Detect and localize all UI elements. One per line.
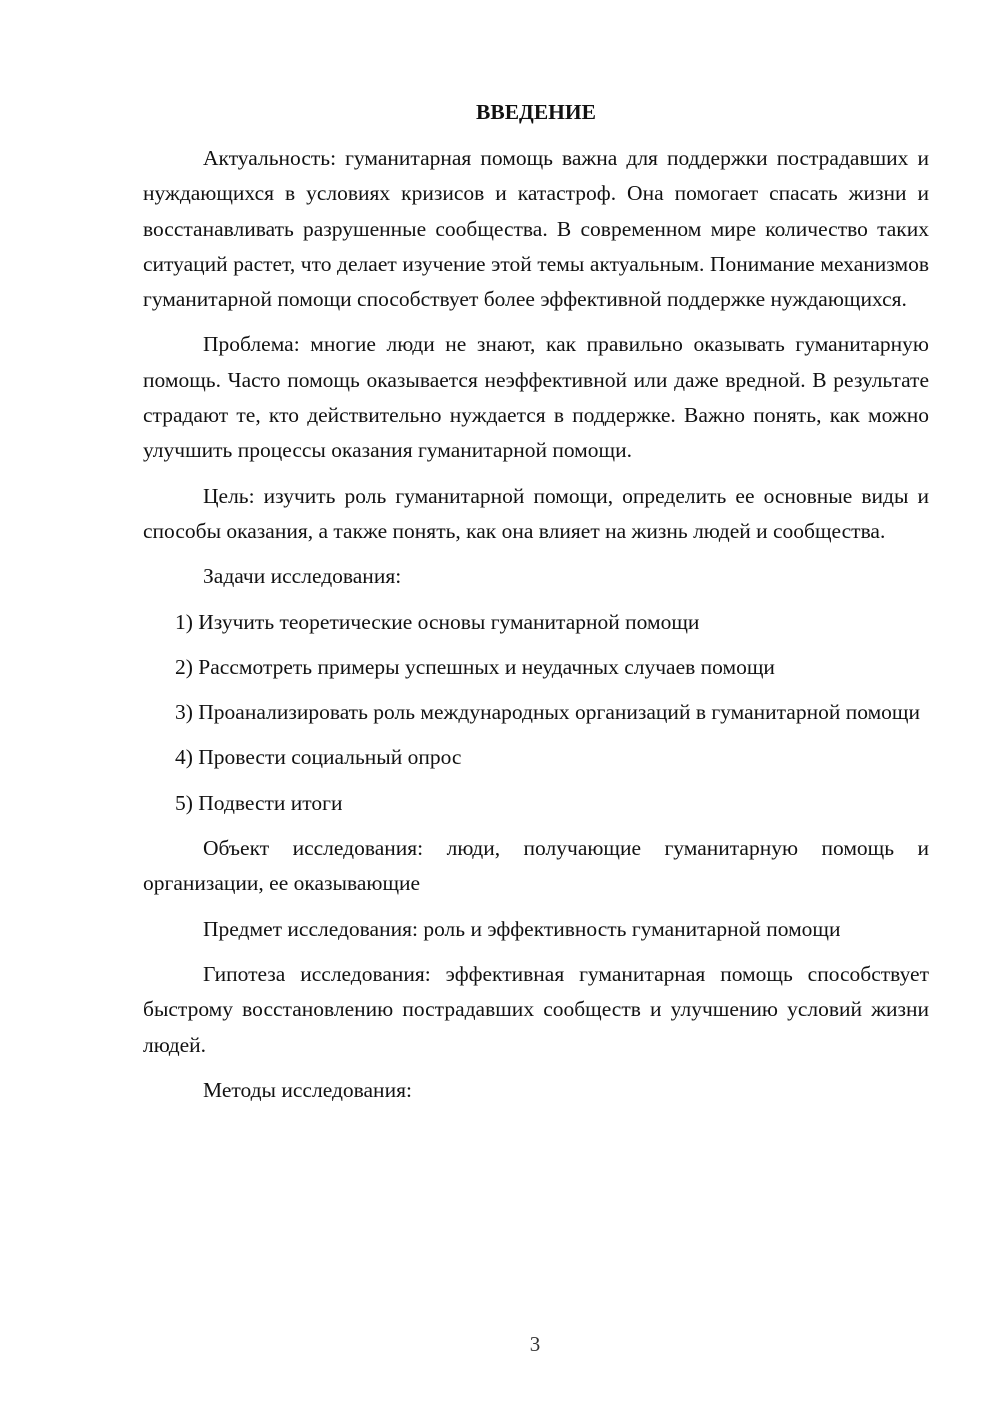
relevance-paragraph: Актуальность: гуманитарная помощь важна для поддержки пострадавших и нуждающихся в условиях кризисов и катастроф. Она помогает спасать жизни и восстанавливать разрушенные сообщества. В современном мире количество таких ситуаций растет, что делает изучение этой темы актуальным. Понимание механизмов гуманитарной помощи способствует более эффективной поддержке нуждающихся. (143, 146, 929, 312)
section-heading: ВВЕДЕНИЕ (476, 100, 596, 124)
hypothesis-paragraph: Гипотеза исследования: эффективная гуманитарная помощь способствует быстрому восстановлению пострадавших сообществ и улучшению условий жизни людей. (143, 961, 929, 1057)
task-item-1: 1) Изучить теоретические основы гуманитарной помощи (175, 609, 700, 634)
task-item-2: 2) Рассмотреть примеры успешных и неудачных случаев помощи (175, 654, 775, 679)
object-paragraph: Объект исследования: люди, получающие гуманитарную помощь и организации, ее оказывающие (143, 836, 929, 896)
task-item-3: 3) Проанализировать роль международных организаций в гуманитарной помощи (175, 700, 920, 725)
goal-paragraph: Цель: изучить роль гуманитарной помощи, определить ее основные виды и способы оказания, а также понять, как она влияет на жизнь людей и сообщества. (143, 483, 929, 543)
problem-paragraph: Проблема: многие люди не знают, как правильно оказывать гуманитарную помощь. Часто помощь оказывается неэффективной или даже вредной. В результате страдают те, кто действительно нуждается в поддержке. Важно понять, как можно улучшить процессы оказания гуманитарной помощи. (143, 332, 929, 463)
subject-paragraph: Предмет исследования: роль и эффективность гуманитарной помощи (203, 916, 841, 941)
methods-heading: Методы исследования: (203, 1077, 412, 1102)
document-page (143, 95, 929, 1118)
task-item-5: 5) Подвести итоги (175, 790, 343, 815)
task-item-4: 4) Провести социальный опрос (175, 745, 462, 770)
page-number: 3 (529, 1332, 541, 1356)
tasks-heading: Задачи исследования: (203, 564, 402, 589)
